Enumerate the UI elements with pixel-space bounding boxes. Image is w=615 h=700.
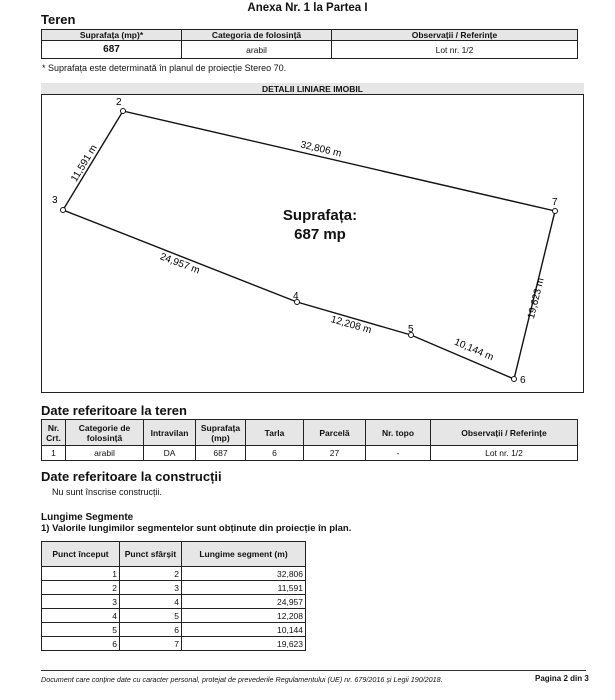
segment-length: 19,623 bbox=[182, 637, 306, 651]
segments-header-length: Lungime segment (m) bbox=[182, 542, 306, 567]
table-row bbox=[42, 623, 306, 637]
section-title-teren: Teren bbox=[41, 12, 76, 27]
plot-area-label: Suprafața: bbox=[282, 207, 358, 224]
point-label-4: 4 bbox=[293, 291, 299, 302]
table-row bbox=[42, 609, 306, 623]
segment-label-3-4: 24,957 m bbox=[158, 251, 202, 277]
segment-length: 10,144 bbox=[182, 623, 306, 637]
teren-ref-header-tarla: Tarla bbox=[246, 420, 304, 446]
teren-ref-nr-value: 1 bbox=[42, 446, 66, 461]
point-3-marker bbox=[61, 208, 66, 213]
teren-header-categoria: Categoria de folosință bbox=[182, 30, 332, 41]
segment-start: 5 bbox=[42, 623, 120, 637]
segment-start: 2 bbox=[42, 581, 120, 595]
segment-length: 24,957 bbox=[182, 595, 306, 609]
segment-label-6-7: 19,623 m bbox=[525, 276, 547, 320]
point-label-3: 3 bbox=[52, 195, 58, 206]
segments-title: Lungime Segmente bbox=[41, 512, 134, 523]
section-title-constructii: Date referitoare la construcții bbox=[41, 469, 222, 484]
segment-end: 3 bbox=[120, 581, 182, 595]
table-row bbox=[42, 595, 306, 609]
footer-divider bbox=[41, 670, 586, 671]
teren-header-suprafata: Suprafața (mp)* bbox=[42, 30, 182, 41]
annex-title: Anexa Nr. 1 la Partea I bbox=[247, 2, 368, 14]
teren-ref-header-intravilan: Intravilan bbox=[144, 420, 196, 446]
footer-text: Document care conține date cu caracter personal, protejat de prevederile Regulamentului (UE) nr. 679/2016 și Legii 190/2018. bbox=[41, 675, 443, 684]
point-label-7: 7 bbox=[552, 197, 558, 208]
segment-start: 6 bbox=[42, 637, 120, 651]
point-6-marker bbox=[512, 377, 517, 382]
segment-end: 5 bbox=[120, 609, 182, 623]
segment-label-2-7: 32,806 m bbox=[299, 139, 343, 160]
teren-ref-header-nr: Nr. Crt. bbox=[42, 420, 66, 446]
teren-ref-suprafata-value: 687 bbox=[196, 446, 246, 461]
teren-ref-nrtopo-value: - bbox=[366, 446, 431, 461]
teren-ref-header-nrtopo: Nr. topo bbox=[366, 420, 431, 446]
teren-observatii-value: Lot nr. 1/2 bbox=[332, 41, 578, 59]
point-label-6: 6 bbox=[520, 375, 526, 386]
footnote: * Suprafața este determinată în planul de proiecție Stereo 70. bbox=[42, 63, 287, 73]
teren-ref-header-categorie: Categorie de folosință bbox=[66, 420, 144, 446]
plot-header: DETALII LINIARE IMOBIL bbox=[41, 83, 584, 95]
segment-start: 1 bbox=[42, 567, 120, 581]
constructii-text: Nu sunt înscrise construcții. bbox=[52, 487, 163, 497]
teren-ref-header-observatii: Observații / Referințe bbox=[431, 420, 578, 446]
point-label-5: 5 bbox=[408, 324, 414, 335]
teren-ref-intravilan-value: DA bbox=[144, 446, 196, 461]
footer-page-number: Pagina 2 din 3 bbox=[535, 674, 589, 683]
segment-end: 4 bbox=[120, 595, 182, 609]
segment-end: 6 bbox=[120, 623, 182, 637]
segment-end: 7 bbox=[120, 637, 182, 651]
segment-label-4-5: 12,208 m bbox=[329, 314, 373, 337]
teren-ref-table bbox=[41, 419, 578, 461]
segments-table bbox=[41, 541, 306, 651]
teren-ref-header-parcela: Parcelă bbox=[304, 420, 366, 446]
segments-header-start: Punct început bbox=[42, 542, 120, 567]
table-row bbox=[42, 567, 306, 581]
point-2-marker bbox=[121, 109, 126, 114]
teren-categoria-value: arabil bbox=[182, 41, 332, 59]
teren-ref-header-suprafata: Suprafața (mp) bbox=[196, 420, 246, 446]
table-row bbox=[42, 637, 306, 651]
segment-start: 3 bbox=[42, 595, 120, 609]
segments-header-end: Punct sfârșit bbox=[120, 542, 182, 567]
segment-label-5-6: 10,144 m bbox=[452, 336, 496, 364]
segment-label-2-3: 11,591 m bbox=[69, 143, 100, 184]
teren-suprafata-value: 687 bbox=[42, 41, 182, 59]
segment-end: 2 bbox=[120, 567, 182, 581]
teren-ref-parcela-value: 27 bbox=[304, 446, 366, 461]
table-row bbox=[42, 581, 306, 595]
segment-length: 12,208 bbox=[182, 609, 306, 623]
point-label-2: 2 bbox=[116, 97, 122, 108]
segment-start: 4 bbox=[42, 609, 120, 623]
point-7-marker bbox=[553, 209, 558, 214]
section-title-teren-ref: Date referitoare la teren bbox=[41, 403, 187, 418]
segment-length: 11,591 bbox=[182, 581, 306, 595]
teren-header-observatii: Observații / Referințe bbox=[332, 30, 578, 41]
teren-ref-categorie-value: arabil bbox=[66, 446, 144, 461]
plot-area-value: 687 mp bbox=[294, 226, 346, 243]
segment-length: 32,806 bbox=[182, 567, 306, 581]
teren-ref-observatii-value: Lot nr. 1/2 bbox=[431, 446, 578, 461]
segments-note: 1) Valorile lungimilor segmentelor sunt obținute din proiecție în plan. bbox=[41, 523, 352, 534]
teren-ref-tarla-value: 6 bbox=[246, 446, 304, 461]
